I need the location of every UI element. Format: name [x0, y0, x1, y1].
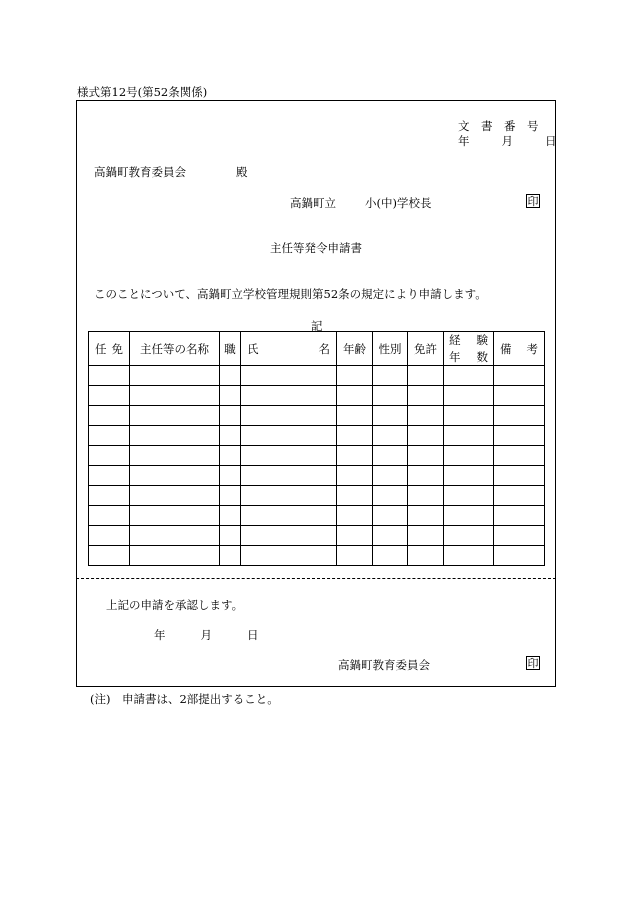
table-cell[interactable] [89, 486, 130, 506]
approval-issuer: 高鍋町教育委員会 [338, 658, 430, 672]
table-cell[interactable] [89, 546, 130, 566]
table-cell[interactable] [130, 386, 220, 406]
appointment-table [88, 331, 545, 566]
table-row [89, 466, 545, 486]
table-row [89, 486, 545, 506]
table-row [89, 506, 545, 526]
table-cell[interactable] [130, 406, 220, 426]
col-header-age: 年齢 [337, 332, 373, 366]
table-cell[interactable] [408, 466, 444, 486]
table-cell[interactable] [130, 426, 220, 446]
table-cell[interactable] [130, 366, 220, 386]
ki-label: 記 [311, 319, 323, 333]
table-cell[interactable] [89, 446, 130, 466]
table-cell[interactable] [444, 446, 494, 466]
table-cell[interactable] [494, 526, 545, 546]
table-cell[interactable] [337, 446, 373, 466]
table-cell[interactable] [408, 526, 444, 546]
table-row [89, 526, 545, 546]
seal-mark-applicant: 印 [527, 195, 539, 208]
table-cell[interactable] [408, 506, 444, 526]
table-cell[interactable] [444, 466, 494, 486]
table-cell[interactable] [130, 486, 220, 506]
table-cell[interactable] [89, 366, 130, 386]
table-cell[interactable] [89, 426, 130, 446]
seal-mark-approval: 印 [527, 657, 539, 670]
table-cell[interactable] [494, 366, 545, 386]
table-cell[interactable] [130, 446, 220, 466]
table-cell[interactable] [444, 486, 494, 506]
table-cell[interactable] [494, 506, 545, 526]
table-cell[interactable] [337, 526, 373, 546]
table-cell[interactable] [241, 526, 337, 546]
table-cell[interactable] [130, 546, 220, 566]
applicant-title: 小(中)学校長 [365, 196, 432, 210]
table-cell[interactable] [444, 406, 494, 426]
table-cell[interactable] [220, 486, 241, 506]
table-cell[interactable] [444, 386, 494, 406]
table-cell[interactable] [494, 386, 545, 406]
table-cell[interactable] [408, 546, 444, 566]
date-line-top: 年 月 日 [458, 134, 560, 148]
approval-date-line: 年 月 日 [154, 628, 263, 642]
table-cell[interactable] [241, 366, 337, 386]
footnote: (注) 申請書は、2部提出すること。 [90, 692, 279, 706]
table-cell[interactable] [337, 486, 373, 506]
table-row [89, 386, 545, 406]
col-header-remarks: 備 考 [494, 332, 545, 366]
table-cell[interactable] [130, 526, 220, 546]
table-cell[interactable] [89, 506, 130, 526]
table-cell[interactable] [220, 506, 241, 526]
table-cell[interactable] [494, 546, 545, 566]
table-cell[interactable] [241, 486, 337, 506]
table-cell[interactable] [220, 466, 241, 486]
table-cell[interactable] [408, 486, 444, 506]
addressee: 高鍋町教育委員会 [94, 165, 186, 179]
col-header-license: 免許 [408, 332, 444, 366]
table-cell[interactable] [89, 466, 130, 486]
table-cell[interactable] [241, 406, 337, 426]
table-cell[interactable] [337, 406, 373, 426]
table-cell[interactable] [494, 426, 545, 446]
table-cell[interactable] [373, 526, 408, 546]
table-header-row [89, 332, 545, 366]
table-cell[interactable] [89, 386, 130, 406]
document-number-label: 文 書 番 号 [458, 119, 539, 133]
applicant-org: 高鍋町立 [290, 196, 336, 210]
table-row [89, 546, 545, 566]
table-cell[interactable] [337, 546, 373, 566]
table-cell[interactable] [220, 366, 241, 386]
table-cell[interactable] [220, 546, 241, 566]
table-cell[interactable] [220, 426, 241, 446]
table-row [89, 406, 545, 426]
table-cell[interactable] [337, 386, 373, 406]
table-cell[interactable] [220, 406, 241, 426]
honorific: 殿 [236, 165, 248, 179]
table-cell[interactable] [373, 386, 408, 406]
table-cell[interactable] [89, 406, 130, 426]
table-cell[interactable] [444, 546, 494, 566]
table-cell[interactable] [89, 526, 130, 546]
table-cell[interactable] [373, 366, 408, 386]
form-number: 様式第12号(第52条関係) [77, 85, 208, 99]
table-cell[interactable] [130, 506, 220, 526]
col-header-sex: 性別 [373, 332, 408, 366]
table-cell[interactable] [494, 466, 545, 486]
table-cell[interactable] [241, 466, 337, 486]
table-cell[interactable] [408, 446, 444, 466]
table-cell[interactable] [373, 466, 408, 486]
body-text: このことについて、高鍋町立学校管理規則第52条の規定により申請します。 [94, 287, 487, 301]
form-title: 主任等発令申請書 [270, 241, 362, 255]
table-cell[interactable] [494, 446, 545, 466]
table-cell[interactable] [408, 386, 444, 406]
table-cell[interactable] [241, 386, 337, 406]
table-cell[interactable] [408, 406, 444, 426]
table-cell[interactable] [337, 366, 373, 386]
table-cell[interactable] [444, 506, 494, 526]
col-header-years-experience: 経 験 年 数 [444, 332, 494, 366]
col-header-position-name: 主任等の名称 [130, 332, 220, 366]
table-cell[interactable] [444, 366, 494, 386]
table-cell[interactable] [494, 486, 545, 506]
table-cell[interactable] [337, 466, 373, 486]
table-cell[interactable] [241, 446, 337, 466]
table-cell[interactable] [373, 486, 408, 506]
table-cell[interactable] [130, 466, 220, 486]
table-cell[interactable] [220, 446, 241, 466]
table-cell[interactable] [220, 526, 241, 546]
table-cell[interactable] [373, 406, 408, 426]
table-cell[interactable] [373, 546, 408, 566]
table-row [89, 426, 545, 446]
table-cell[interactable] [241, 506, 337, 526]
table-cell[interactable] [444, 526, 494, 546]
approval-text: 上記の申請を承認します。 [106, 598, 244, 612]
table-cell[interactable] [444, 426, 494, 446]
table-cell[interactable] [373, 506, 408, 526]
table-cell[interactable] [337, 506, 373, 526]
table-cell[interactable] [241, 426, 337, 446]
table-cell[interactable] [373, 426, 408, 446]
table-cell[interactable] [337, 426, 373, 446]
table-row [89, 366, 545, 386]
table-cell[interactable] [220, 386, 241, 406]
col-header-job: 職 [220, 332, 241, 366]
col-header-name: 氏 名 [241, 332, 337, 366]
table-row [89, 446, 545, 466]
table-cell[interactable] [408, 366, 444, 386]
table-cell[interactable] [494, 406, 545, 426]
col-header-ninmen: 任 免 [89, 332, 130, 366]
table-cell[interactable] [241, 546, 337, 566]
table-cell[interactable] [373, 446, 408, 466]
table-cell[interactable] [408, 426, 444, 446]
dashed-divider [76, 578, 556, 579]
